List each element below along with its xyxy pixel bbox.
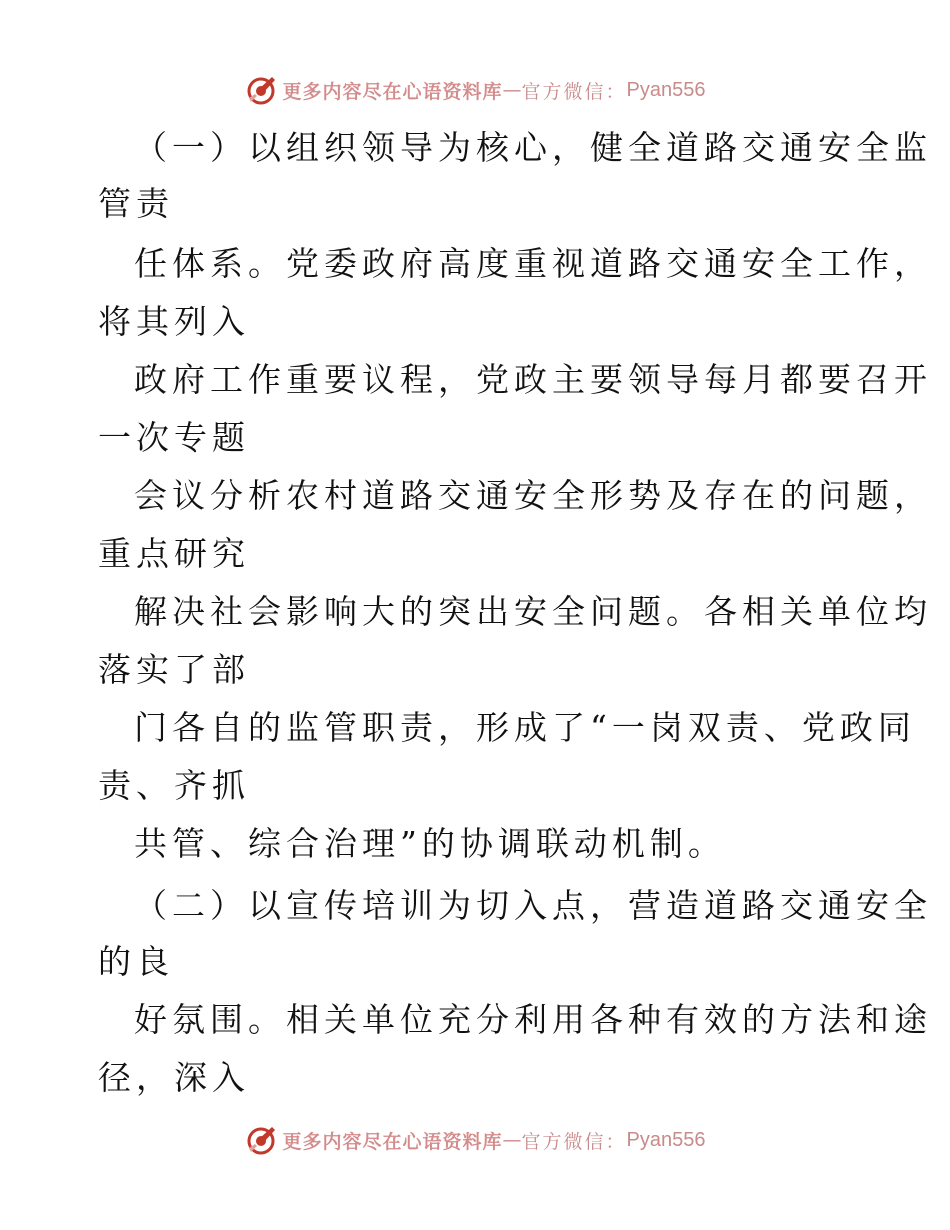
- text-line: 径，深入: [98, 1058, 250, 1097]
- banner-wechat-label: 官方微信：: [521, 1130, 627, 1153]
- text-line: 一次专题: [98, 418, 250, 457]
- text-line: 将其列入: [98, 302, 250, 341]
- text-line: 共管、综合治理”的协调联动机制。: [134, 824, 726, 863]
- pen-nib-circle-icon: [245, 1124, 277, 1156]
- banner-site-text: 更多内容尽在心语资料库: [282, 80, 503, 103]
- pen-nib-circle-icon: [245, 74, 277, 106]
- banner-separator: —: [502, 79, 522, 101]
- banner-wechat-id: Pyan556: [626, 1128, 706, 1151]
- text-line: （一）以组织领导为核心，健全道路交通安全监: [134, 128, 932, 167]
- text-line: 好氛围。相关单位充分利用各种有效的方法和途: [134, 1000, 932, 1039]
- banner-separator: —: [502, 1129, 522, 1151]
- banner-wechat-id: Pyan556: [626, 78, 706, 101]
- text-line: 责、齐抓: [98, 766, 250, 805]
- text-line: 门各自的监管职责，形成了“一岗双责、党政同: [134, 708, 916, 747]
- text-line: 的良: [98, 942, 174, 981]
- text-line: 任体系。党委政府高度重视道路交通安全工作，: [134, 244, 932, 283]
- text-line: 管责: [98, 184, 174, 223]
- banner-wechat-label: 官方微信：: [521, 80, 627, 103]
- text-line: 重点研究: [98, 534, 250, 573]
- text-line: 会议分析农村道路交通安全形势及存在的问题，: [134, 476, 932, 515]
- text-line: 落实了部: [98, 650, 250, 689]
- text-line: 政府工作重要议程，党政主要领导每月都要召开: [134, 360, 932, 399]
- footer-banner: [0, 1120, 950, 1160]
- text-line: 解决社会影响大的突出安全问题。各相关单位均: [134, 592, 932, 631]
- banner-site-text: 更多内容尽在心语资料库: [282, 1130, 503, 1153]
- text-line: （二）以宣传培训为切入点，营造道路交通安全: [134, 886, 932, 925]
- header-banner: [0, 70, 950, 110]
